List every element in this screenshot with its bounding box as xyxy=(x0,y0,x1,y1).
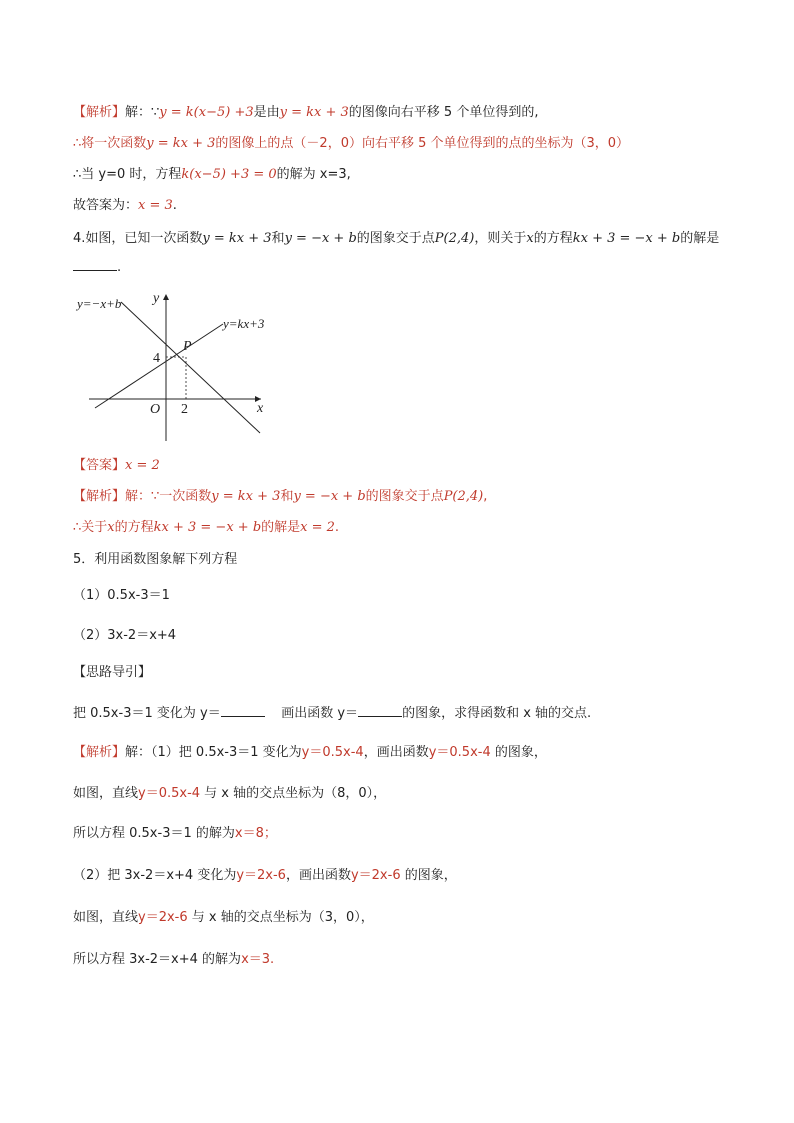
y-axis-arrow-icon xyxy=(163,294,169,300)
answer-tag: 【答案】 xyxy=(73,458,126,473)
hint-title: 【思路导引】 xyxy=(73,665,152,680)
question-5: 5．利用函数图象解下列方程 xyxy=(73,552,238,567)
formula: y = −x + b xyxy=(293,489,366,504)
formula: x = 3 xyxy=(138,198,173,213)
text: 的解是 xyxy=(261,520,301,535)
hint-blank-2 xyxy=(358,704,402,717)
solution-line-2 xyxy=(73,785,386,803)
text: . xyxy=(334,520,340,535)
analysis-4-line-1 xyxy=(73,488,487,506)
text: 故答案为： xyxy=(73,198,139,213)
analysis-4-line-2 xyxy=(73,519,339,537)
formula: y＝2x-6 xyxy=(138,910,188,925)
answer-4 xyxy=(73,457,160,475)
formula: kx + 3 = −x + b xyxy=(153,520,262,535)
text: 所以方程 3x-2＝x+4 的解为 xyxy=(73,952,242,967)
text: 解：∵一次函数 xyxy=(125,489,212,504)
text: 的图象，求得函数和 x 轴的交点. xyxy=(402,706,592,721)
formula: x = 2 xyxy=(300,520,335,535)
point-label: P xyxy=(183,339,192,354)
text: . xyxy=(172,198,177,213)
text: 和 xyxy=(271,231,285,246)
question-5-part-2: （2）3x-2＝x+4 xyxy=(73,628,177,643)
analysis-line-2 xyxy=(73,135,629,153)
solution-line-5 xyxy=(73,909,374,927)
text: （2）把 3x-2＝x+4 变化为 xyxy=(73,868,237,883)
text: 的解为 x=3, xyxy=(276,167,351,182)
solution-line-4 xyxy=(73,867,457,885)
formula: y＝2x-6 xyxy=(236,868,286,883)
analysis-tag: 【解析】 xyxy=(73,489,126,504)
axis-x-label: x xyxy=(257,401,264,416)
formula: P(2,4) xyxy=(443,489,484,504)
text: 解：（1）把 0.5x-3＝1 变化为 xyxy=(125,745,302,760)
analysis-tag: 【解析】 xyxy=(73,105,126,120)
text: . xyxy=(117,260,122,275)
formula: kx + 3 = −x + b xyxy=(572,231,681,246)
text: ∴关于 xyxy=(73,520,108,535)
text: 把 0.5x-3＝1 变化为 y＝ xyxy=(73,706,221,721)
axis-y-label: y xyxy=(153,291,160,306)
text: ，画出函数 xyxy=(285,868,351,883)
text: 是由 xyxy=(253,105,280,120)
hint-line xyxy=(73,704,591,723)
text: 与 x 轴的交点坐标为（8，0）， xyxy=(200,786,387,801)
answer-blank xyxy=(73,258,117,271)
formula: y = kx + 3 xyxy=(279,105,349,120)
text: 和 xyxy=(280,489,294,504)
answer-line xyxy=(73,197,177,215)
text: 的图象， xyxy=(400,868,457,883)
tick-y-label: 4 xyxy=(153,351,160,366)
question-5-part-1: （1）0.5x-3＝1 xyxy=(73,588,170,603)
text: 与 x 轴的交点坐标为（3，0）， xyxy=(187,910,374,925)
text: 的解是 xyxy=(680,231,720,246)
formula: x xyxy=(526,231,534,246)
analysis-tag: 【解析】 xyxy=(73,745,126,760)
line-y-kx-plus-3 xyxy=(95,324,223,408)
solution-line-3 xyxy=(73,825,277,843)
text: 的图象交于点 xyxy=(365,489,444,504)
formula: y = kx + 3 xyxy=(202,231,272,246)
text: ∴当 y=0 时，方程 xyxy=(73,167,182,182)
text: ，则关于 xyxy=(474,231,527,246)
formula: y = −x + b xyxy=(284,231,357,246)
formula: x＝8； xyxy=(234,826,277,841)
text: 的图象， xyxy=(490,745,547,760)
solution-line-1 xyxy=(73,744,547,762)
formula: P(2,4) xyxy=(434,231,475,246)
hint-blank-1 xyxy=(221,704,265,717)
tick-x-label: 2 xyxy=(181,402,188,417)
origin-label: O xyxy=(150,402,161,417)
label-line1: y=−x+b xyxy=(77,296,122,311)
text: 的图象交于点 xyxy=(356,231,435,246)
function-graph xyxy=(73,286,283,446)
formula: y = kx + 3 xyxy=(211,489,281,504)
formula: x xyxy=(107,520,115,535)
solution-line-6 xyxy=(73,951,274,969)
question-4-blank xyxy=(73,258,121,277)
formula: y＝0.5x-4 xyxy=(138,786,201,801)
text: 4.如图，已知一次函数 xyxy=(73,231,203,246)
text: ∴将一次函数 xyxy=(73,136,147,151)
text: 如图，直线 xyxy=(73,910,139,925)
question-4 xyxy=(73,230,719,248)
text: 解：∵ xyxy=(125,105,160,120)
analysis-line-1 xyxy=(73,104,538,122)
text: 所以方程 0.5x-3＝1 的解为 xyxy=(73,826,235,841)
label-line2: y=kx+3 xyxy=(223,316,265,331)
analysis-line-3 xyxy=(73,166,351,184)
formula: y＝0.5x-4 xyxy=(428,745,491,760)
text: 的方程 xyxy=(533,231,573,246)
formula: y = kx + 3 xyxy=(146,136,216,151)
text: 的图像上的点（－2，0）向右平移 5 个单位得到的点的坐标为（3，0） xyxy=(215,136,630,151)
formula: y＝2x-6 xyxy=(350,868,401,883)
formula: y＝0.5x-4 xyxy=(301,745,364,760)
text: 的方程 xyxy=(114,520,154,535)
formula: k(x−5) +3 = 0 xyxy=(181,167,277,182)
text: ，画出函数 xyxy=(363,745,429,760)
formula: x = 2 xyxy=(125,458,160,473)
text: 如图，直线 xyxy=(73,786,139,801)
formula: y = k(x−5) +3 xyxy=(159,105,254,120)
formula: x＝3. xyxy=(241,952,275,967)
text: 画出函数 y＝ xyxy=(281,706,359,721)
text: , xyxy=(483,489,488,504)
text: 的图像向右平移 5 个单位得到的, xyxy=(348,105,539,120)
